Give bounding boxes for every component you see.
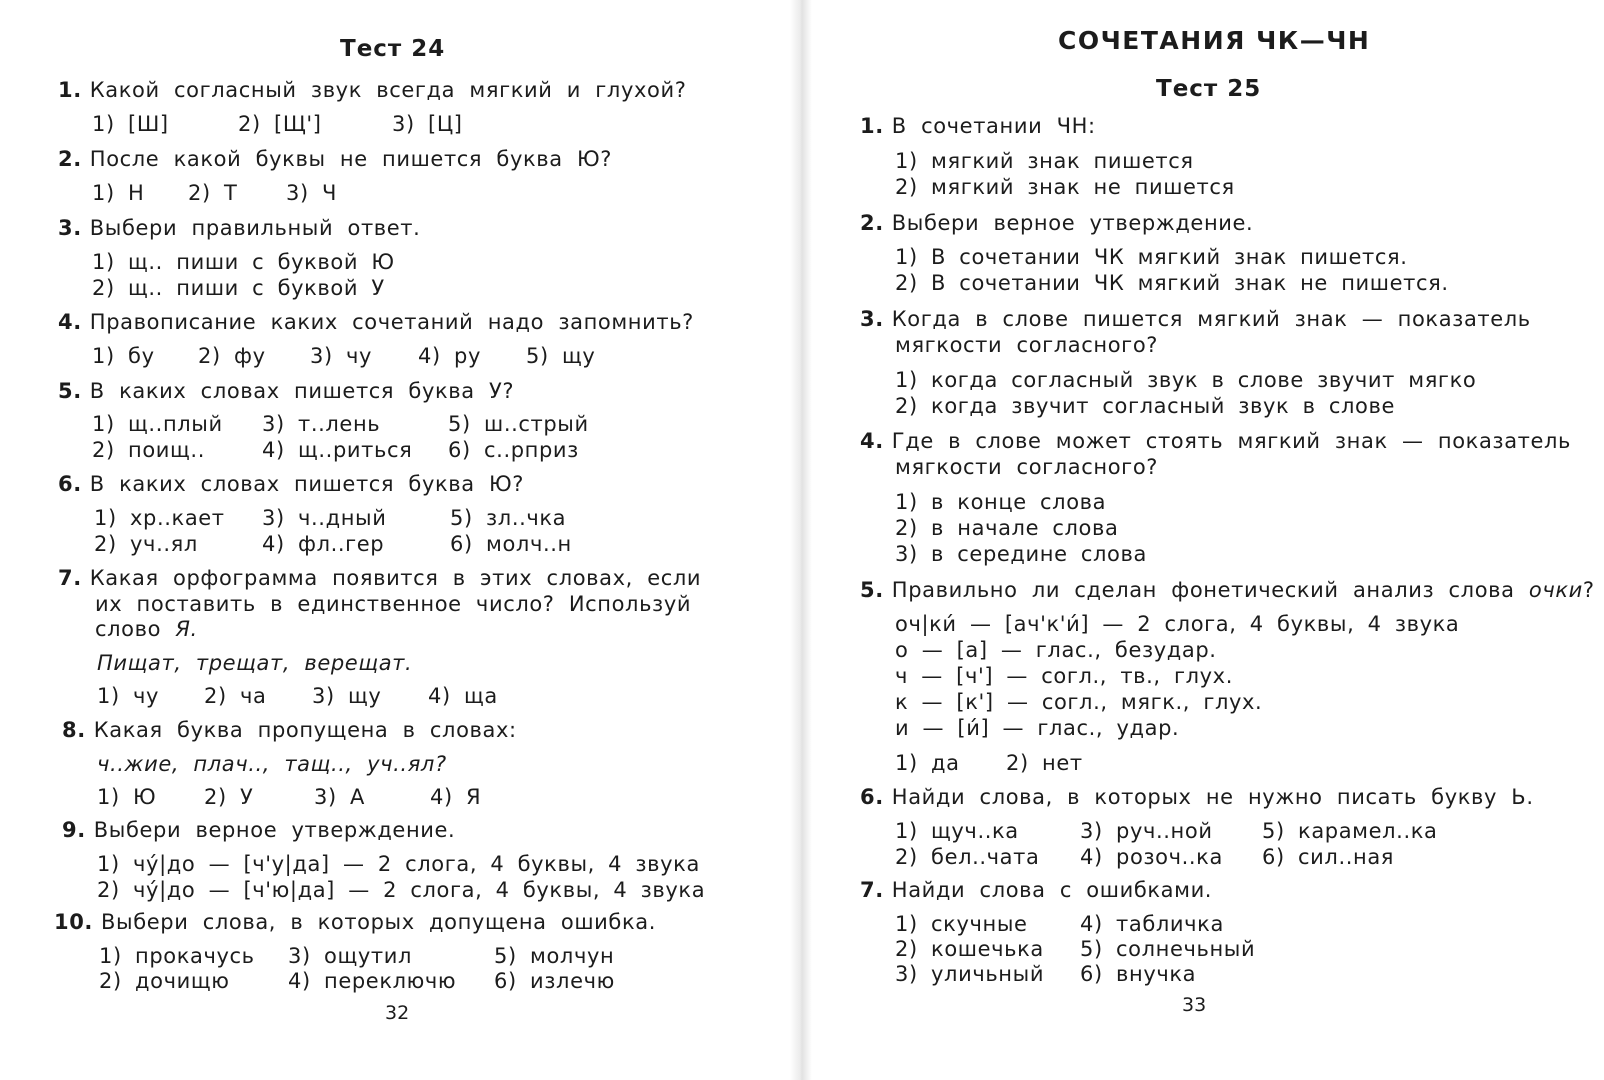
option: 1) чу	[97, 684, 160, 708]
question-text: Какая буква пропущена в словах:	[93, 718, 517, 742]
option: 2) поищ..	[92, 438, 205, 462]
option: 4) табличка	[1080, 912, 1224, 936]
question-text: Какой согласный звук всегда мягкий и глухой?	[89, 78, 687, 102]
option: 2) мягкий знак не пишется	[895, 175, 1235, 199]
test-25-title: Тест 25	[1156, 76, 1262, 102]
question-number: 6.	[860, 785, 884, 809]
option: 6) молч..н	[450, 532, 572, 556]
question-number: 5.	[860, 578, 884, 602]
option: 2) Т	[188, 181, 238, 205]
option: 4) Я	[430, 785, 482, 809]
question-text: ?	[1582, 578, 1595, 602]
option: 1) в конце слова	[895, 490, 1107, 514]
section-title: СОЧЕТАНИЯ ЧК—ЧН	[1058, 26, 1371, 55]
question-text: Выбери правильный ответ.	[89, 216, 421, 240]
question-number: 1.	[860, 114, 884, 138]
question-number: 3.	[58, 216, 82, 240]
option: 1) прокачусь	[99, 944, 255, 968]
question-text: Найди слова с ошибками.	[891, 878, 1213, 902]
question-4	[58, 309, 694, 335]
option: 4) розоч..ка	[1080, 845, 1223, 869]
question-text: В каких словах пишется буква У?	[89, 379, 515, 403]
question-9	[62, 817, 455, 843]
option: 2) нет	[1006, 751, 1083, 775]
option: 1) бу	[92, 344, 155, 368]
phonetic-analysis-line: о — [а] — глас., безудар.	[895, 638, 1217, 662]
option: 2) В сочетании ЧК мягкий знак не пишется.	[895, 271, 1449, 295]
option: 2) У	[204, 785, 254, 809]
option: 1) Ю	[97, 785, 157, 809]
question-text: В сочетании ЧН:	[891, 114, 1096, 138]
question-10	[54, 909, 656, 935]
option: 5) карамел..ка	[1262, 819, 1438, 843]
question-text: Найди слова, в которых не нужно писать букву Ь.	[891, 785, 1534, 809]
question-number: 3.	[860, 307, 884, 331]
option: 3) ч..дный	[262, 506, 387, 530]
option: 2) щ.. пиши с буквой У	[92, 276, 385, 300]
question-6	[58, 471, 524, 497]
right-page	[812, 0, 1604, 1080]
question-8-example: ч..жие, плач.., тащ.., уч..ял?	[97, 752, 447, 776]
question-number: 7.	[58, 566, 82, 590]
option: 2) фу	[198, 344, 266, 368]
question-number: 6.	[58, 472, 82, 496]
option: 5) молчун	[494, 944, 615, 968]
option: 1) щ.. пиши с буквой Ю	[92, 250, 395, 274]
option: 3) щу	[312, 684, 382, 708]
question-text: Выбери слова, в которых допущена ошибка.	[101, 910, 657, 934]
question-3	[58, 215, 420, 241]
question-number: 2.	[860, 211, 884, 235]
question-number: 8.	[62, 718, 86, 742]
question-7	[58, 565, 701, 591]
question-number: 1.	[58, 78, 82, 102]
option: 3) уличьный	[895, 962, 1045, 986]
option: 2) ча	[204, 684, 267, 708]
option: 3) руч..ной	[1080, 819, 1213, 843]
question-text-italic: Я.	[175, 617, 198, 641]
question-5	[860, 577, 1595, 603]
option: 2) [Щ']	[238, 112, 322, 136]
option: 2) кошечька	[895, 937, 1044, 961]
question-number: 9.	[62, 818, 86, 842]
option: 6) излечю	[494, 969, 615, 993]
phonetic-analysis-line: ч — [ч'] — согл., тв., глух.	[895, 664, 1233, 688]
question-text: Выбери верное утверждение.	[93, 818, 456, 842]
option: 1) да	[895, 751, 960, 775]
option: 5) щу	[526, 344, 596, 368]
question-number: 4.	[860, 429, 884, 453]
question-2	[58, 146, 612, 172]
option: 4) ща	[428, 684, 498, 708]
question-3-line-2: мягкости согласного?	[895, 333, 1159, 357]
question-text: В каких словах пишется буква Ю?	[89, 472, 525, 496]
option: 2) дочищю	[99, 969, 230, 993]
test-24-title: Тест 24	[340, 36, 446, 62]
option: 2) уч..ял	[94, 532, 198, 556]
option: 6) сил..ная	[1262, 845, 1395, 869]
option: 4) ру	[418, 344, 481, 368]
option: 1) когда согласный звук в слове звучит мягко	[895, 368, 1477, 392]
question-text: После какой буквы не пишется буква Ю?	[89, 147, 613, 171]
question-text: Правильно ли сделан фонетический анализ слова	[891, 578, 1529, 602]
option: 2) бел..чата	[895, 845, 1040, 869]
option: 3) Ч	[286, 181, 338, 205]
question-3	[860, 306, 1531, 332]
option: 3) А	[314, 785, 365, 809]
option: 1) щ..плый	[92, 412, 223, 436]
question-7-example: Пищат, трещат, верещат.	[97, 651, 413, 675]
question-4	[860, 428, 1571, 454]
question-text-italic: очки	[1528, 578, 1583, 602]
question-1	[58, 77, 686, 103]
question-text: Где в слове может стоять мягкий знак — показатель	[891, 429, 1572, 453]
question-text: Когда в слове пишется мягкий знак — показатель	[891, 307, 1531, 331]
question-text: слово	[95, 617, 176, 641]
option: 1) чу́|до — [ч'у|да] — 2 слога, 4 буквы, 4 звука	[97, 852, 700, 876]
option: 1) Н	[92, 181, 145, 205]
phonetic-analysis-line: и — [и́] — глас., удар.	[895, 716, 1180, 740]
question-text: Какая орфограмма появится в этих словах, если	[89, 566, 702, 590]
option: 4) фл..гер	[262, 532, 385, 556]
question-7	[860, 877, 1212, 903]
option: 4) щ..риться	[262, 438, 413, 462]
question-number: 10.	[54, 910, 94, 934]
question-7-line-2: их поставить в единственное число? Используй	[95, 592, 692, 616]
option: 1) щуч..ка	[895, 819, 1019, 843]
option: 5) солнечьный	[1080, 937, 1256, 961]
page-number: 33	[1182, 994, 1207, 1016]
option: 1) В сочетании ЧК мягкий знак пишется.	[895, 245, 1408, 269]
option: 5) ш..стрый	[448, 412, 589, 436]
question-number: 5.	[58, 379, 82, 403]
question-5	[58, 378, 514, 404]
option: 4) переключю	[288, 969, 457, 993]
option: 3) ощутил	[288, 944, 412, 968]
option: 1) хр..кает	[94, 506, 225, 530]
book-gutter	[790, 0, 812, 1080]
question-6	[860, 784, 1534, 810]
question-7-line-3	[95, 616, 198, 642]
option: 3) т..лень	[262, 412, 381, 436]
question-text: Выбери верное утверждение.	[891, 211, 1254, 235]
question-1	[860, 113, 1096, 139]
option: 5) зл..чка	[450, 506, 567, 530]
option: 1) мягкий знак пишется	[895, 149, 1194, 173]
option: 1) скучные	[895, 912, 1028, 936]
question-number: 4.	[58, 310, 82, 334]
option: 6) внучка	[1080, 962, 1197, 986]
phonetic-analysis-line: к — [к'] — согл., мягк., глух.	[895, 690, 1263, 714]
question-text: Правописание каких сочетаний надо запомнить?	[89, 310, 694, 334]
option: 1) [Ш]	[92, 112, 169, 136]
phonetic-analysis-line: оч|ки́ — [ач'к'и́] — 2 слога, 4 буквы, 4 звука	[895, 612, 1460, 636]
option: 3) [Ц]	[392, 112, 463, 136]
option: 3) чу	[310, 344, 373, 368]
question-number: 7.	[860, 878, 884, 902]
question-8	[62, 717, 517, 743]
option: 3) в середине слова	[895, 542, 1147, 566]
option: 2) в начале слова	[895, 516, 1119, 540]
question-4-line-2: мягкости согласного?	[895, 455, 1159, 479]
left-page	[0, 0, 790, 1080]
question-number: 2.	[58, 147, 82, 171]
option: 2) когда звучит согласный звук в слове	[895, 394, 1395, 418]
question-2	[860, 210, 1253, 236]
option: 6) с..рприз	[448, 438, 579, 462]
page-number: 32	[385, 1002, 410, 1024]
option: 2) чу́|до — [ч'ю|да] — 2 слога, 4 буквы, 4 звука	[97, 878, 706, 902]
